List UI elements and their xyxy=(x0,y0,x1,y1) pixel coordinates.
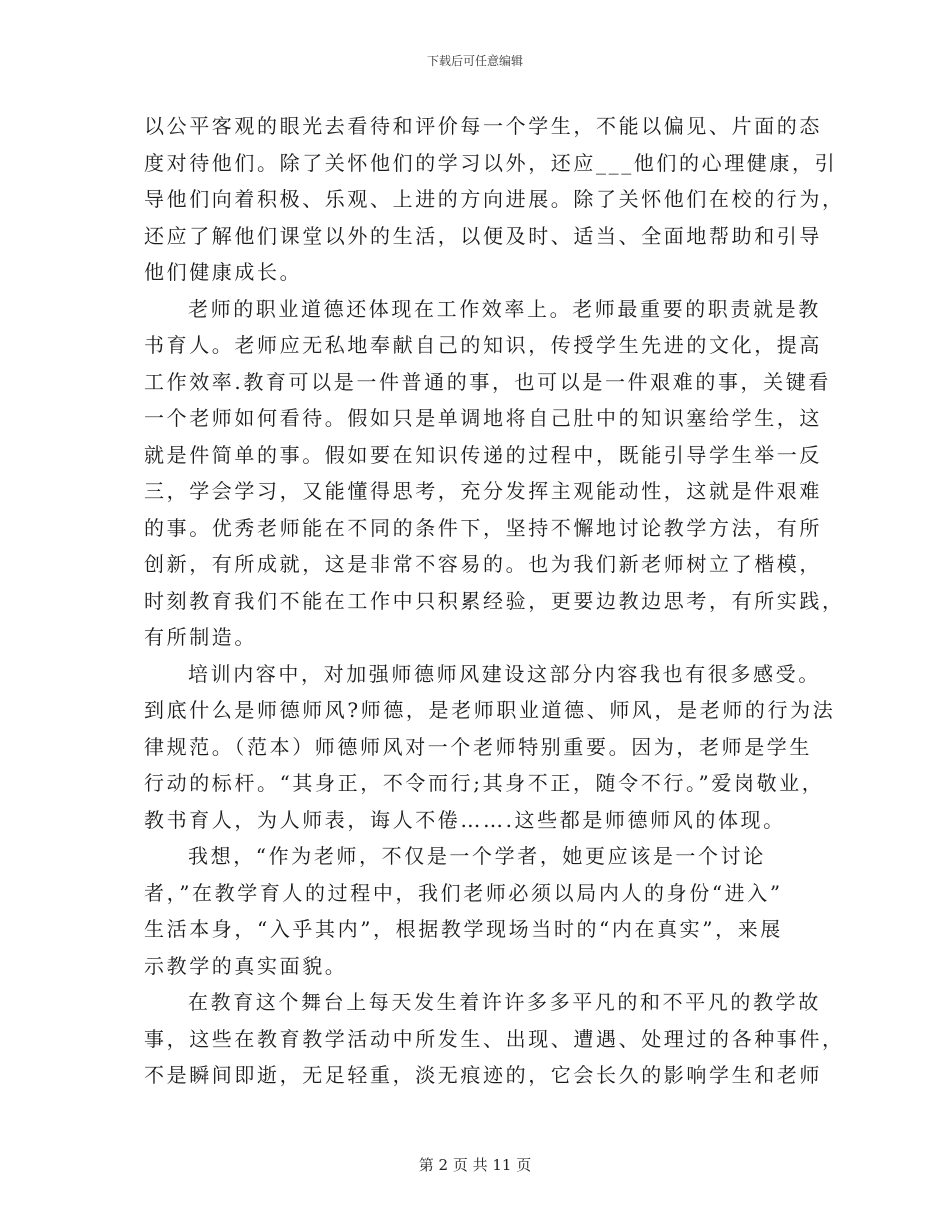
body-line: 一个老师如何看待。假如只是单调地将自己肚中的知识塞给学生，这 xyxy=(144,406,822,430)
body-line: 律规范。（范本）师德师风对一个老师特别重要。因为，老师是学生 xyxy=(144,734,812,759)
document-body xyxy=(144,108,845,1094)
body-line: 书育人。老师应无私地奉献自己的知识，传授学生先进的文化，提高 xyxy=(144,333,822,357)
body-line: 导他们向着积极、乐观、上进的方向进展。除了关怀他们在校的行为， xyxy=(144,187,845,211)
body-line: 创新，有所成就，这是非常不容易的。也为我们新老师树立了楷模， xyxy=(144,552,822,576)
body-line: 有所制造。 xyxy=(144,625,257,649)
body-line: 到底什么是师德师风?师德，是老师职业道德、师风，是老师的行为法 xyxy=(144,698,836,722)
body-line: 工作效率.教育可以是一件普通的事，也可以是一件艰难的事，关键看 xyxy=(144,369,831,394)
body-line: 还应了解他们课堂以外的生活，以便及时、适当、全面地帮助和引导 xyxy=(144,223,822,248)
page-number-footer: 第 2 页 共 11 页 xyxy=(418,1156,532,1174)
body-line: 在教育这个舞台上每天发生着许许多多平凡的和不平凡的教学故 xyxy=(188,990,821,1014)
body-line: 不是瞬间即逝，无足轻重，淡无痕迹的，它会长久的影响学生和老师 xyxy=(144,1063,822,1087)
body-line: 生活本身，“入乎其内”，根据教学现场当时的“内在真实”，来展 xyxy=(144,917,783,941)
body-line: 我想，“作为老师，不仅是一个学者，她更应该是一个讨论 xyxy=(188,844,766,868)
body-line: 的事。优秀老师能在不同的条件下，坚持不懈地讨论教学方法，有所 xyxy=(144,515,822,540)
body-line: 以公平客观的眼光去看待和评价每一个学生，不能以偏见、片面的态 xyxy=(144,114,822,138)
body-line: 者，”在教学育人的过程中，我们老师必须以局内人的身份“进入” xyxy=(144,880,783,905)
body-line: 教书育人，为人师表，诲人不倦…….这些都是师德师风的体现。 xyxy=(144,807,786,832)
body-line: 事，这些在教育教学活动中所发生、出现、遭遇、处理过的各种事件， xyxy=(144,1026,845,1051)
body-line: 三，学会学习，又能懂得思考，充分发挥主观能动性，这就是件艰难 xyxy=(144,479,822,503)
body-line: 度对待他们。除了关怀他们的学习以外，还应___他们的心理健康，引 xyxy=(144,150,838,175)
body-line: 示教学的真实面貌。 xyxy=(144,953,348,978)
page-header-note: 下载后可任意编辑 xyxy=(426,54,523,68)
body-line: 老师的职业道德还体现在工作效率上。老师最重要的职责就是教 xyxy=(188,296,821,321)
body-line: 培训内容中，对加强师德师风建设这部分内容我也有很多感受。 xyxy=(188,661,821,686)
body-line: 时刻教育我们不能在工作中只积累经验，更要边教边思考，有所实践， xyxy=(144,588,845,613)
body-line: 就是件简单的事。假如要在知识传递的过程中，既能引导学生举一反 xyxy=(144,442,822,467)
body-line: 他们健康成长。 xyxy=(144,260,303,284)
body-line: 行动的标杆。“其身正，不令而行;其身不正，随令不行。”爱岗敬业， xyxy=(144,771,825,795)
